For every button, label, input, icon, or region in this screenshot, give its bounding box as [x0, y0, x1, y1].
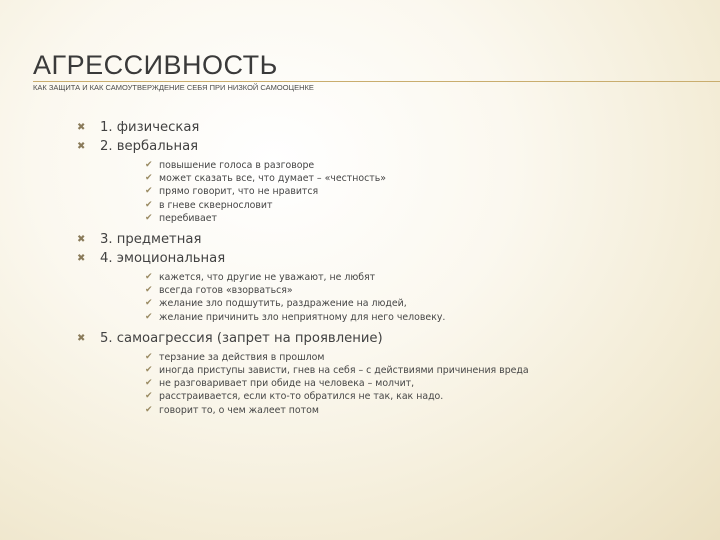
- sub-list-item-label: расстраивается, если кто-то обратился не так, как надо.: [159, 391, 444, 403]
- list-item: [77, 118, 707, 137]
- list-item: [77, 329, 707, 348]
- check-mark-bullet-icon: ✔: [145, 160, 153, 170]
- sub-list-item-label: иногда приступы зависти, гнев на себя – с действиями причинения вреда: [159, 365, 529, 377]
- sub-list: [145, 348, 707, 422]
- sub-list-item: [145, 212, 707, 225]
- check-mark-bullet-icon: ✔: [145, 404, 153, 415]
- check-mark-bullet-icon: ✔: [145, 199, 153, 210]
- check-mark-bullet-icon: ✔: [145, 186, 153, 197]
- list-item-label: 1. физическая: [100, 120, 200, 135]
- check-mark-bullet-icon: ✔: [145, 351, 153, 362]
- slide-subtitle: КАК ЗАЩИТА И КАК САМОУТВЕРЖДЕНИЕ СЕБЯ ПРИ НИЗКОЙ САМООЦЕНКЕ: [33, 83, 314, 92]
- list-item-label: 3. предметная: [100, 232, 202, 248]
- bullet-list: [77, 118, 707, 422]
- list-item-label: 5. самоагрессия (запрет на проявление): [100, 330, 383, 346]
- sub-list: [145, 156, 707, 230]
- list-item: [77, 137, 707, 156]
- sub-list-item: [145, 199, 707, 212]
- sub-list-item-label: может сказать все, что думает – «честность»: [159, 173, 386, 185]
- check-mark-bullet-icon: ✔: [145, 391, 153, 402]
- check-mark-bullet-icon: ✔: [145, 311, 153, 322]
- sub-list-item: [145, 364, 707, 377]
- sub-list-item-label: желание зло подшутить, раздражение на людей,: [159, 298, 407, 310]
- x-mark-bullet-icon: ✖: [77, 332, 86, 344]
- sub-list-item-label: всегда готов «взорваться»: [159, 285, 293, 297]
- list-item: [77, 230, 707, 249]
- slide-title: АГРЕССИВНОСТЬ: [33, 50, 278, 80]
- list-item-label: 2. вербальная: [100, 139, 199, 154]
- sub-list-item: [145, 159, 707, 172]
- sub-list-item: [145, 284, 707, 297]
- x-mark-bullet-icon: ✖: [77, 253, 86, 265]
- check-mark-bullet-icon: ✔: [145, 272, 153, 283]
- sub-list-item: [145, 297, 707, 310]
- list-item: [77, 249, 707, 268]
- sub-list-item: [145, 351, 707, 364]
- sub-list-item: [145, 311, 707, 324]
- x-mark-bullet-icon: ✖: [77, 141, 86, 152]
- list-item-label: 4. эмоциональная: [100, 251, 226, 267]
- sub-list-item-label: повышение голоса в разговоре: [159, 160, 315, 171]
- check-mark-bullet-icon: ✔: [145, 285, 153, 296]
- sub-list-item: [145, 390, 707, 403]
- sub-list-item-label: в гневе сквернословит: [159, 199, 273, 211]
- sub-list-item-label: прямо говорит, что не нравится: [159, 186, 319, 198]
- sub-list-item-label: говорит то, о чем жалеет потом: [159, 404, 319, 416]
- sub-list-item-label: кажется, что другие не уважают, не любят: [159, 272, 376, 284]
- x-mark-bullet-icon: ✖: [77, 234, 86, 246]
- sub-list-item: [145, 172, 707, 185]
- sub-list: [145, 268, 707, 329]
- check-mark-bullet-icon: ✔: [145, 212, 153, 223]
- sub-list-item: [145, 185, 707, 198]
- sub-list-item-label: желание причинить зло неприятному для него человеку.: [159, 311, 446, 323]
- sub-list-item-label: терзание за действия в прошлом: [159, 351, 325, 363]
- sub-list-item: [145, 271, 707, 284]
- check-mark-bullet-icon: ✔: [145, 378, 153, 389]
- x-mark-bullet-icon: ✖: [77, 122, 86, 133]
- check-mark-bullet-icon: ✔: [145, 365, 153, 376]
- check-mark-bullet-icon: ✔: [145, 173, 153, 184]
- sub-list-item-label: не разговаривает при обиде на человека – молчит,: [159, 378, 415, 390]
- check-mark-bullet-icon: ✔: [145, 298, 153, 309]
- sub-list-item: [145, 377, 707, 390]
- sub-list-item: [145, 404, 707, 417]
- title-divider: [33, 81, 720, 82]
- sub-list-item-label: перебивает: [159, 212, 217, 224]
